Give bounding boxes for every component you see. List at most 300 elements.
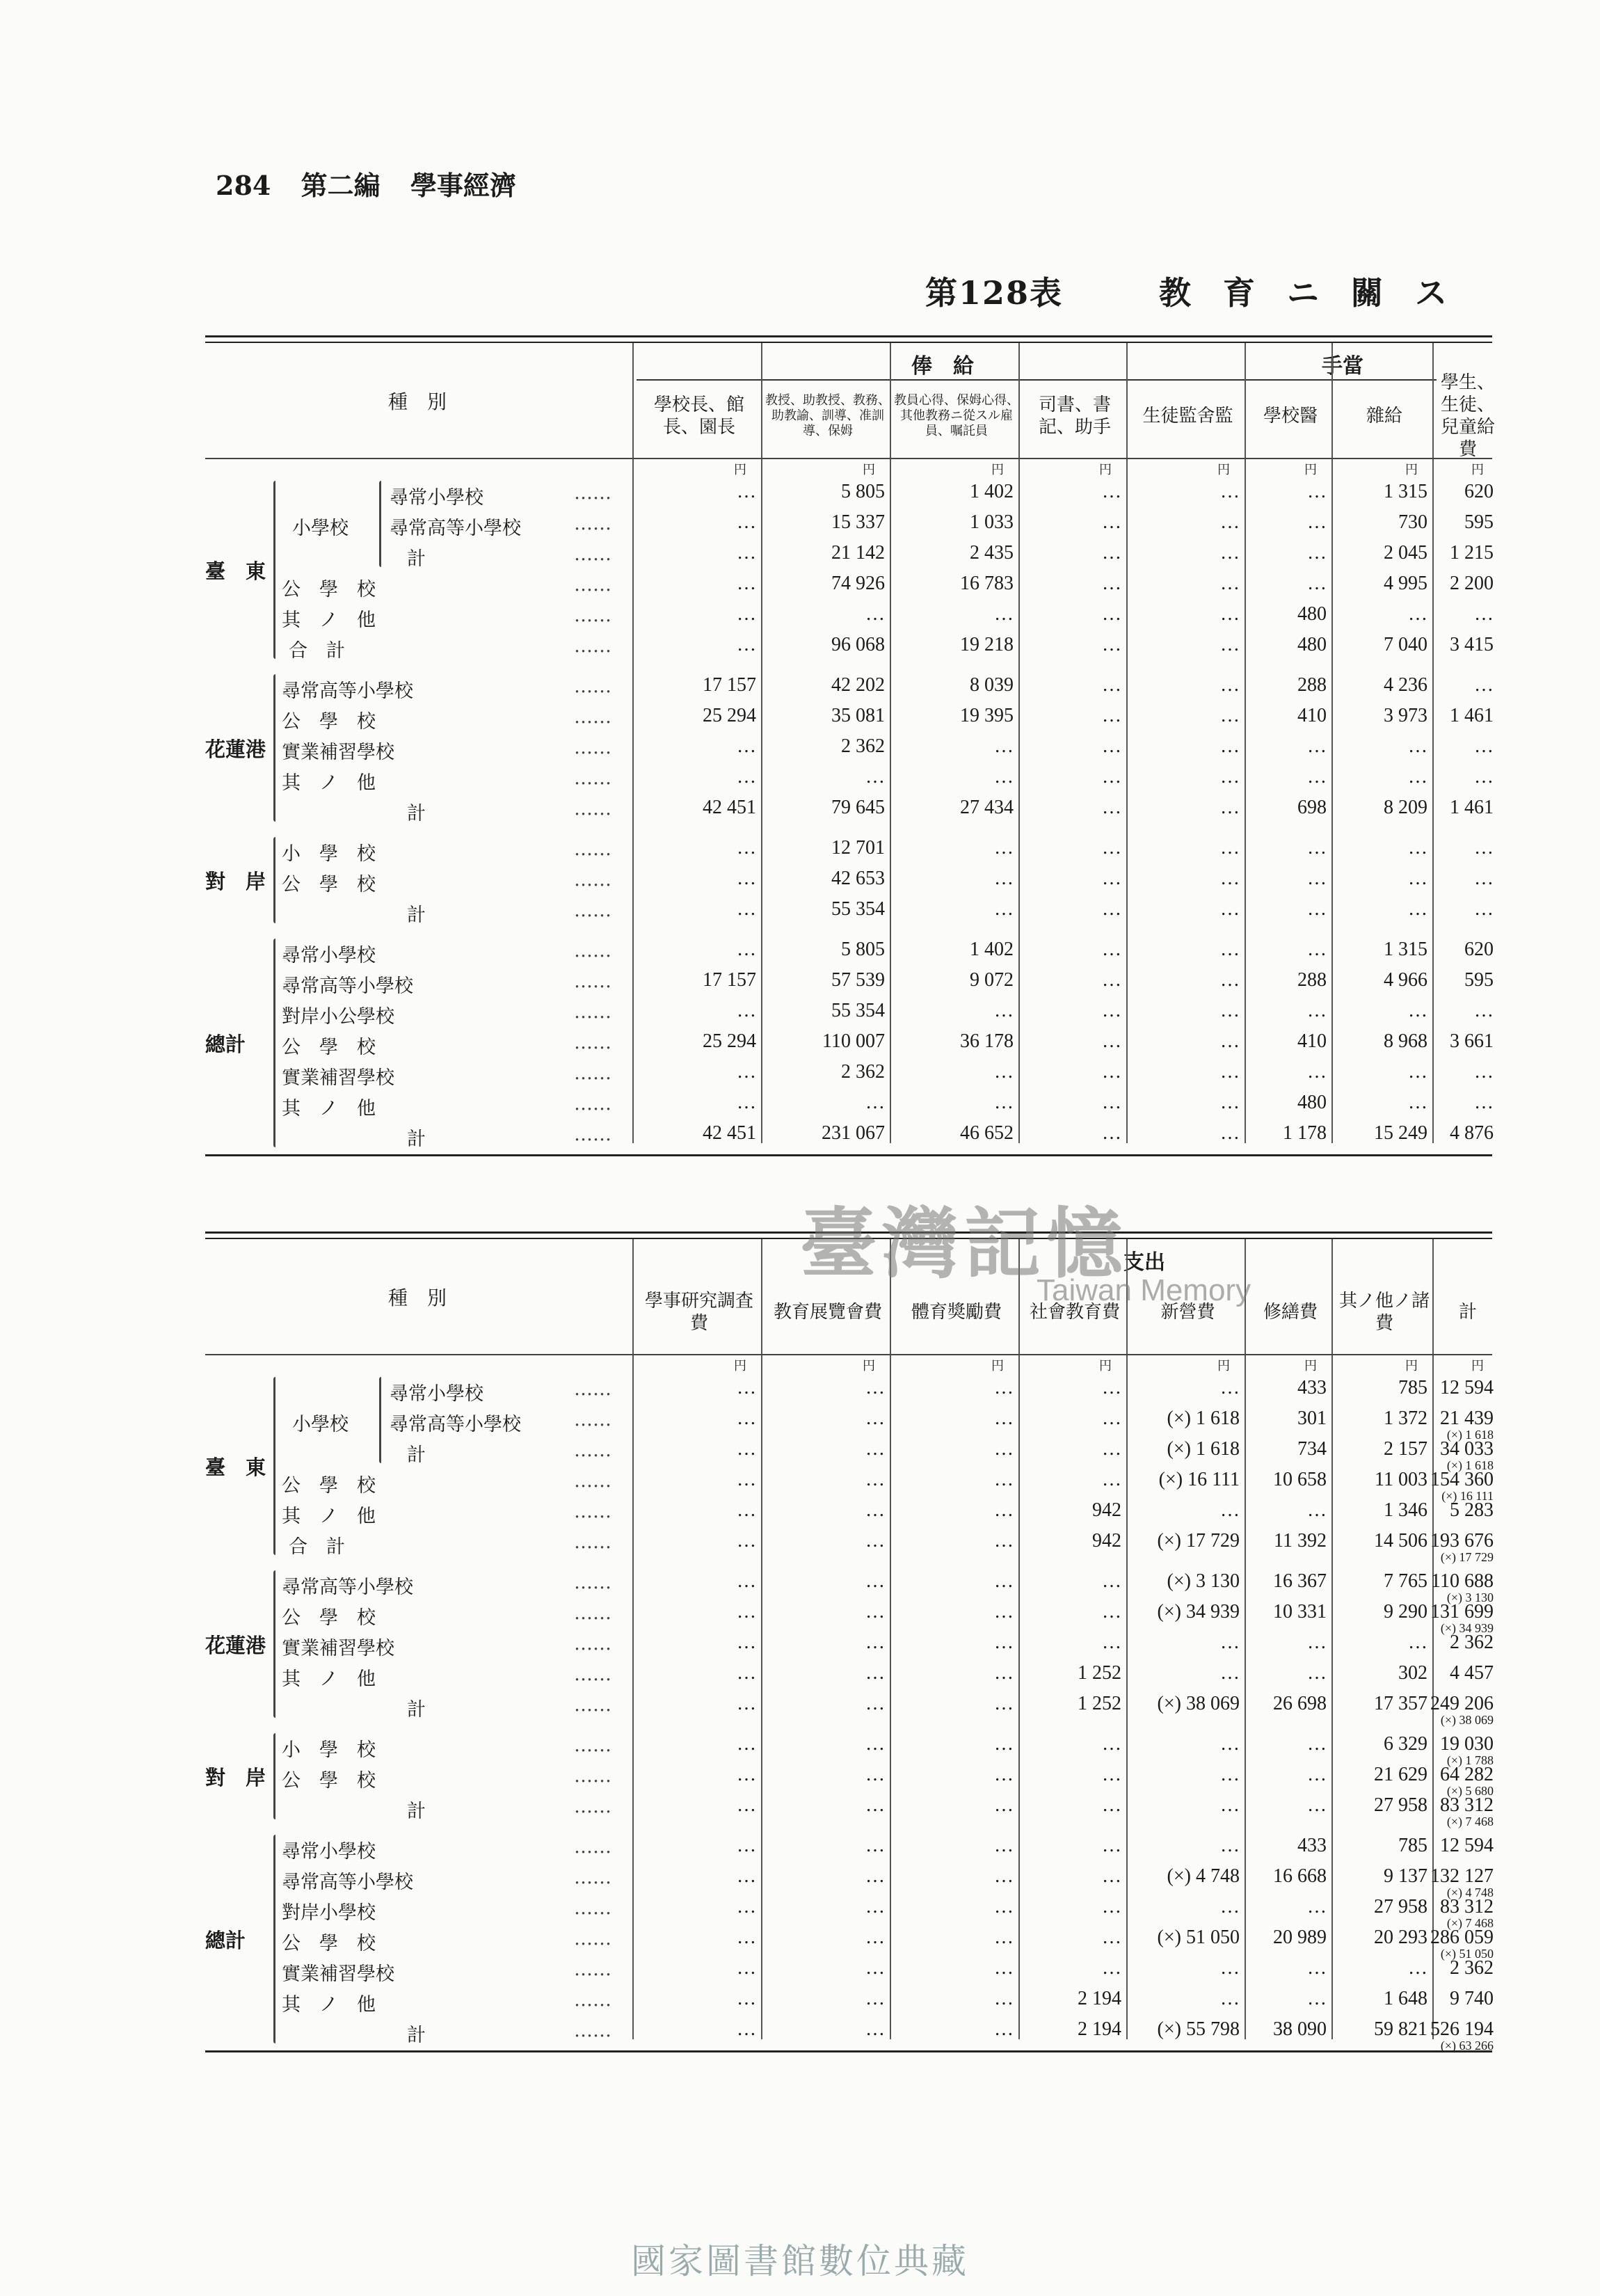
salary-cell: …	[737, 766, 756, 788]
expense-col-header-0: 學事研究調査費	[644, 1291, 753, 1334]
salary-cell: …	[1220, 511, 1240, 533]
expense-cell: …	[1307, 1896, 1327, 1918]
expense-cell: …	[1102, 1377, 1121, 1398]
expense-cell: …	[994, 1662, 1014, 1684]
salary-cell: …	[1474, 1000, 1494, 1021]
expense-col-header-6: 其ノ他ノ諸費	[1338, 1291, 1430, 1334]
salary-row	[205, 1089, 1492, 1119]
salary-cell: …	[1220, 603, 1240, 625]
expense-cell: 2 194	[1078, 2018, 1121, 2040]
expense-cell: (×) 1 618	[1167, 1438, 1240, 1460]
expense-cell: 20 293	[1374, 1927, 1427, 1948]
salary-row-label: 公 學 校	[282, 1037, 376, 1058]
expense-cell: 26 698	[1273, 1693, 1327, 1714]
salary-cell: 25 294	[703, 705, 756, 726]
expense-cell: …	[1102, 1632, 1121, 1653]
salary-cell: 410	[1297, 1030, 1327, 1052]
expense-cell: 785	[1398, 1377, 1427, 1398]
salary-cell: …	[737, 939, 756, 960]
expense-col-header-4: 新營費	[1160, 1302, 1215, 1323]
expense-cell: …	[1220, 1957, 1240, 1979]
salary-brace	[273, 481, 275, 659]
salary-cell: …	[1102, 705, 1121, 726]
expense-sub-brace	[379, 1377, 381, 1463]
salary-cell: 698	[1297, 797, 1327, 818]
salary-brace	[273, 674, 275, 822]
expense-row-label: 計	[407, 1444, 426, 1466]
salary-cell: …	[1474, 1092, 1494, 1113]
salary-cell: 4 995	[1384, 573, 1427, 594]
salary-cell: …	[1307, 573, 1327, 594]
expense-cell: …	[994, 1835, 1014, 1856]
expense-cell-sub: (×) 7 468	[1446, 1916, 1494, 1930]
expense-cell: …	[737, 1794, 756, 1816]
expense-cell: 9 290	[1384, 1601, 1427, 1623]
salary-row	[205, 702, 1492, 733]
expense-leader: ……	[574, 1602, 611, 1624]
salary-cell: 16 783	[960, 573, 1014, 594]
expense-group-header: 支出	[1123, 1250, 1165, 1275]
expense-cell: …	[1307, 1733, 1327, 1755]
salary-cell: …	[1408, 898, 1427, 920]
expense-row-label: 計	[407, 1699, 426, 1721]
expense-cell: …	[994, 1377, 1014, 1398]
expense-cell: …	[737, 1957, 756, 1979]
salary-cell: 19 218	[960, 634, 1014, 655]
expense-cell: …	[1102, 1957, 1121, 1979]
expense-cell: …	[737, 1927, 756, 1948]
expense-cell: …	[865, 2018, 885, 2040]
expense-cell: …	[737, 1601, 756, 1623]
salary-row-label: 其 ノ 他	[282, 609, 376, 631]
expense-cell: (×) 34 939	[1157, 1601, 1240, 1623]
salary-cell: …	[1408, 837, 1427, 859]
expense-cell: 1 648	[1384, 1988, 1427, 2009]
salary-col-header-0: 學校長、館長、園長	[653, 394, 744, 438]
expense-row	[205, 1924, 1494, 1961]
expense-cell-sub: (×) 34 939	[1440, 1621, 1494, 1635]
salary-cell: 25 294	[703, 1030, 756, 1052]
salary-cell: …	[1474, 898, 1494, 920]
salary-cell: 595	[1464, 511, 1494, 533]
expense-cell: 27 958	[1374, 1794, 1427, 1816]
salary-row-label: 實業補習學校	[282, 742, 394, 763]
salary-cell: …	[737, 511, 756, 533]
salary-cell: 480	[1297, 1092, 1327, 1113]
expense-cell: 942	[1092, 1530, 1121, 1552]
expense-row-label: 尋常高等小學校	[282, 1577, 413, 1598]
watermark: 臺灣記憶	[800, 1199, 1128, 1289]
expense-cell: 83 312	[1440, 1896, 1494, 1918]
expense-cell: …	[1220, 1632, 1240, 1653]
expense-cell: 14 506	[1374, 1530, 1427, 1552]
salary-cell: …	[1220, 542, 1240, 564]
salary-cell: …	[994, 1092, 1014, 1113]
expense-col-header-1: 教育展覽會費	[773, 1302, 882, 1323]
allowance-group-header: 手當	[1249, 349, 1437, 381]
salary-row-label: 公 學 校	[282, 874, 376, 895]
salary-cell: …	[1220, 634, 1240, 655]
salary-cell: 8 209	[1384, 797, 1427, 818]
expense-cell: …	[994, 1764, 1014, 1785]
expense-unit-label: 円	[863, 1359, 875, 1373]
expense-row	[205, 1374, 1492, 1405]
expense-cell: 2 157	[1384, 1438, 1427, 1460]
salary-leader: ……	[574, 869, 611, 891]
expense-cell: …	[737, 1865, 756, 1887]
expense-cell: …	[994, 1438, 1014, 1460]
salary-cell: 42 653	[831, 868, 885, 889]
salary-cell: …	[1220, 837, 1240, 859]
expense-cell: …	[994, 1927, 1014, 1948]
expense-cell: …	[1102, 1469, 1121, 1490]
salary-group-shogakko: 小學校	[292, 518, 349, 539]
expense-row-label: 尋常小學校	[390, 1383, 483, 1405]
expense-cell: …	[994, 1408, 1014, 1429]
expense-cell: …	[737, 1662, 756, 1684]
salary-cell: 57 539	[831, 969, 885, 991]
expense-cell: 433	[1297, 1835, 1327, 1856]
salary-unit-label: 円	[1405, 463, 1418, 477]
expense-cell: …	[994, 1499, 1014, 1521]
salary-cell: 2 200	[1450, 573, 1494, 594]
expense-leader: ……	[574, 1765, 611, 1787]
salary-cell: …	[737, 735, 756, 757]
salary-cell: …	[994, 1061, 1014, 1083]
expense-leader: ……	[574, 2020, 611, 2041]
salary-group-taigan: 對 岸	[205, 870, 266, 893]
salary-group-taito: 臺 東	[205, 559, 266, 583]
salary-leader: ……	[574, 767, 611, 789]
salary-cell: 17 157	[703, 674, 756, 696]
expense-cell: 17 357	[1374, 1693, 1427, 1714]
expense-cell: …	[994, 2018, 1014, 2040]
salary-cell: …	[1220, 1092, 1240, 1113]
salary-cell: …	[1220, 898, 1240, 920]
salary-cell: 79 645	[831, 797, 885, 818]
salary-cell: …	[737, 603, 756, 625]
salary-cell: …	[1408, 603, 1427, 625]
salary-cell: …	[1220, 705, 1240, 726]
salary-cell: …	[994, 735, 1014, 757]
expense-cell: 785	[1398, 1835, 1427, 1856]
expense-cell: 193 676	[1430, 1530, 1494, 1552]
section-subtitle: 學事經濟	[410, 170, 516, 201]
expense-brace	[273, 1377, 275, 1555]
watermark-en: Taiwan Memory	[1037, 1273, 1251, 1307]
expense-leader: ……	[574, 1928, 611, 1950]
salary-row	[205, 600, 1492, 631]
expense-cell: …	[737, 1632, 756, 1653]
expense-row-label: 合 計	[289, 1536, 345, 1558]
salary-row	[205, 631, 1492, 662]
expense-cell: …	[865, 1601, 885, 1623]
salary-cell: …	[737, 573, 756, 594]
expense-unit-row	[205, 1357, 1492, 1373]
expense-cell: …	[994, 1530, 1014, 1552]
expense-cell: …	[865, 1469, 885, 1490]
salary-cell: 4 236	[1384, 674, 1427, 696]
salary-row-label: 計	[407, 803, 426, 824]
expense-leader: ……	[574, 1897, 611, 1919]
expense-cell: …	[865, 1835, 885, 1856]
salary-leader: ……	[574, 1001, 611, 1023]
salary-col-header-5: 學校醫	[1263, 406, 1318, 426]
expense-cell-sub: (×) 63 266	[1440, 2039, 1494, 2052]
expense-cell: 9 137	[1384, 1865, 1427, 1887]
salary-row-label: 計	[407, 1129, 426, 1150]
expense-cell: 1 252	[1078, 1662, 1121, 1684]
salary-cell: …	[1307, 837, 1327, 859]
salary-cell: …	[1102, 735, 1121, 757]
expense-cell: 9 740	[1450, 1988, 1494, 2009]
expense-cell: …	[865, 1957, 885, 1979]
expense-cell: …	[1220, 1794, 1240, 1816]
expense-row	[205, 1954, 1492, 1985]
salary-row-label: 尋常小學校	[282, 945, 376, 966]
expense-cell: …	[865, 1662, 885, 1684]
salary-cell: …	[1408, 868, 1427, 889]
expense-unit-label: 円	[991, 1359, 1004, 1373]
salary-unit-label: 円	[1304, 463, 1317, 477]
expense-cell: …	[865, 1499, 885, 1521]
salary-cell: 46 652	[960, 1122, 1014, 1144]
salary-cell: …	[1102, 969, 1121, 991]
expense-row-label: 公 學 校	[282, 1770, 376, 1792]
expense-cell: 16 668	[1273, 1865, 1327, 1887]
expense-row-label: 尋常高等小學校	[282, 1872, 413, 1893]
salary-col-header-2: 教員心得、保姆心得、其他教務ニ從スル雇員、嘱託員	[894, 393, 1019, 438]
salary-cell: …	[1102, 1122, 1121, 1144]
salary-cell: 17 157	[703, 969, 756, 991]
salary-cell: 110 007	[822, 1030, 885, 1052]
expense-cell: 20 989	[1273, 1927, 1327, 1948]
expense-unit-label: 円	[1217, 1359, 1230, 1373]
expense-cell: …	[865, 1927, 885, 1948]
expense-cell: …	[865, 1865, 885, 1887]
expense-cell-sub: (×) 7 468	[1446, 1815, 1494, 1828]
salary-row-label: 其 ノ 他	[282, 772, 376, 794]
expense-unit-label: 円	[1099, 1359, 1112, 1373]
salary-cell: …	[1307, 766, 1327, 788]
expense-cell: …	[1307, 1764, 1327, 1785]
salary-row-label: 小 學 校	[282, 843, 376, 865]
salary-cell: 42 451	[703, 797, 756, 818]
salary-cell: …	[1102, 674, 1121, 696]
salary-cell: …	[1220, 969, 1240, 991]
salary-cell: …	[1307, 481, 1327, 502]
expense-row-label: 尋常小學校	[282, 1841, 376, 1863]
salary-cell: 1 315	[1384, 481, 1427, 502]
expense-row-label: 公 學 校	[282, 1933, 376, 1954]
salary-leader: ……	[574, 838, 611, 860]
expense-cell: 526 194	[1430, 2018, 1494, 2040]
salary-leader: ……	[574, 1093, 611, 1115]
expense-cell: 249 206	[1430, 1693, 1494, 1714]
salary-cell: …	[1220, 674, 1240, 696]
expense-cell-sub: (×) 3 130	[1446, 1591, 1494, 1604]
expense-cell: 286 059	[1430, 1927, 1494, 1948]
expense-cell: …	[994, 1570, 1014, 1592]
expense-cell: …	[737, 1408, 756, 1429]
salary-leader: ……	[574, 543, 611, 565]
expense-cell: 1 346	[1384, 1499, 1427, 1521]
salary-cell: …	[1220, 1122, 1240, 1144]
salary-group-karenko: 花蓮港	[205, 738, 266, 761]
salary-cell: 480	[1297, 634, 1327, 655]
salary-cell: 55 354	[831, 1000, 885, 1021]
salary-leader: ……	[574, 971, 611, 992]
salary-row	[205, 539, 1492, 570]
expense-cell: …	[1307, 1499, 1327, 1521]
salary-row	[205, 794, 1492, 824]
expense-cell: 16 367	[1273, 1570, 1327, 1592]
expense-cell: …	[865, 1896, 885, 1918]
expense-cell: …	[1307, 1662, 1327, 1684]
salary-cell: …	[737, 898, 756, 920]
salary-cell: …	[1307, 868, 1327, 889]
expense-row	[205, 1497, 1492, 1527]
salary-row-label: 對岸小公學校	[282, 1006, 394, 1028]
expense-cell: (×) 51 050	[1157, 1927, 1240, 1948]
expense-cell: …	[737, 1733, 756, 1755]
expense-cell-sub: (×) 1 618	[1446, 1458, 1494, 1472]
salary-group-header: 俸 給	[637, 349, 1249, 381]
salary-cell: …	[1220, 939, 1240, 960]
expense-cell: 27 958	[1374, 1896, 1427, 1918]
salary-unit-label: 円	[1217, 463, 1230, 477]
salary-cell: …	[1474, 766, 1494, 788]
expense-leader: ……	[574, 1378, 611, 1400]
expense-cell: …	[1102, 1794, 1121, 1816]
expense-row	[205, 1659, 1492, 1690]
salary-cell: …	[1220, 735, 1240, 757]
salary-cell: 8 968	[1384, 1030, 1427, 1052]
expense-cell: …	[1220, 1662, 1240, 1684]
expense-cell: …	[737, 1764, 756, 1785]
expense-leader: ……	[574, 1796, 611, 1817]
salary-cell: 4 966	[1384, 969, 1427, 991]
expense-cell: 21 629	[1374, 1764, 1427, 1785]
salary-row	[205, 895, 1492, 926]
expense-header-rule	[205, 1354, 1492, 1355]
salary-cell: 410	[1297, 705, 1327, 726]
expense-col-header-7: 計	[1458, 1302, 1477, 1323]
page-header	[216, 164, 537, 202]
salary-cell: 288	[1297, 969, 1327, 991]
expense-row-label: 計	[407, 2025, 426, 2046]
expense-cell: …	[994, 1733, 1014, 1755]
salary-cell: …	[994, 766, 1014, 788]
salary-cell: 1 215	[1450, 542, 1494, 564]
expense-cell: …	[1307, 1632, 1327, 1653]
expense-cell: 7 765	[1384, 1570, 1427, 1592]
salary-cell: …	[1102, 603, 1121, 625]
table-number: 第128表	[925, 274, 1064, 312]
salary-cell: …	[1102, 797, 1121, 818]
expense-cell: …	[737, 2018, 756, 2040]
salary-leader: ……	[574, 676, 611, 697]
expense-row	[205, 1527, 1494, 1564]
expense-cell: …	[1102, 1601, 1121, 1623]
expense-cell: …	[737, 1835, 756, 1856]
expense-row-label: 計	[407, 1801, 426, 1822]
salary-cell: 4 876	[1450, 1122, 1494, 1144]
expense-col-header-5: 修繕費	[1263, 1302, 1318, 1323]
expense-cell: (×) 55 798	[1157, 2018, 1240, 2040]
salary-row	[205, 966, 1492, 997]
salary-row	[205, 865, 1492, 895]
expense-row	[205, 2016, 1494, 2052]
expense-cell: 38 090	[1273, 2018, 1327, 2040]
salary-unit-label: 円	[863, 463, 875, 477]
salary-cell: …	[1102, 939, 1121, 960]
salary-cell: 620	[1464, 939, 1494, 960]
footer-credit: 國家圖書館數位典藏	[631, 2241, 969, 2281]
salary-cell: …	[737, 1000, 756, 1021]
salary-cell: …	[1474, 735, 1494, 757]
expense-cell: 34 033	[1440, 1438, 1494, 1460]
salary-leader: ……	[574, 940, 611, 962]
expense-cell: 2 362	[1450, 1957, 1494, 1979]
expense-cell-sub: (×) 51 050	[1440, 1947, 1494, 1961]
salary-row	[205, 1028, 1492, 1058]
expense-cell: …	[994, 1896, 1014, 1918]
expense-row-label: 尋常高等小學校	[390, 1414, 521, 1435]
salary-cell: …	[1307, 1000, 1327, 1021]
salary-row	[205, 509, 1492, 539]
salary-cell: 1 033	[970, 511, 1014, 533]
expense-group-shogakko: 小學校	[292, 1414, 349, 1435]
salary-cell: 595	[1464, 969, 1494, 991]
salary-cell: 21 142	[831, 542, 885, 564]
expense-cell: …	[737, 1499, 756, 1521]
expense-cell: 19 030	[1440, 1733, 1494, 1755]
expense-row-label: 公 學 校	[282, 1607, 376, 1629]
salary-leader: ……	[574, 706, 611, 728]
salary-cell: …	[737, 481, 756, 502]
salary-cell: …	[1102, 634, 1121, 655]
expense-col-header-3: 社會教育費	[1029, 1302, 1120, 1323]
salary-row-label: 尋常小學校	[390, 487, 483, 509]
salary-cell: …	[1408, 1000, 1427, 1021]
salary-cell: 1 461	[1450, 797, 1494, 818]
expense-cell: 301	[1297, 1408, 1327, 1429]
salary-cell: 19 395	[960, 705, 1014, 726]
salary-cell: 231 067	[822, 1122, 885, 1144]
expense-row-label: 公 學 校	[282, 1475, 376, 1497]
expense-cell: …	[737, 1570, 756, 1592]
expense-cell: …	[865, 1377, 885, 1398]
expense-cell-sub: (×) 17 729	[1440, 1550, 1494, 1564]
expense-row	[205, 1863, 1494, 1899]
salary-cell: …	[1220, 1000, 1240, 1021]
salary-cell: 3 415	[1450, 634, 1494, 655]
expense-cell: (×) 38 069	[1157, 1693, 1240, 1714]
expense-row	[205, 1730, 1494, 1767]
expense-bottom-rule	[205, 2050, 1492, 2052]
expense-cell: …	[1408, 1632, 1427, 1653]
salary-cell: …	[1220, 868, 1240, 889]
expense-row-label: 其 ノ 他	[282, 1668, 376, 1690]
salary-leader: ……	[574, 605, 611, 626]
expense-cell: 6 329	[1384, 1733, 1427, 1755]
expense-cell: …	[1220, 1499, 1240, 1521]
salary-row-label: 尋常高等小學校	[282, 680, 413, 702]
salary-cell: …	[1102, 1000, 1121, 1021]
salary-row-label: 尋常高等小學校	[282, 975, 413, 997]
expense-brace	[273, 1570, 275, 1718]
